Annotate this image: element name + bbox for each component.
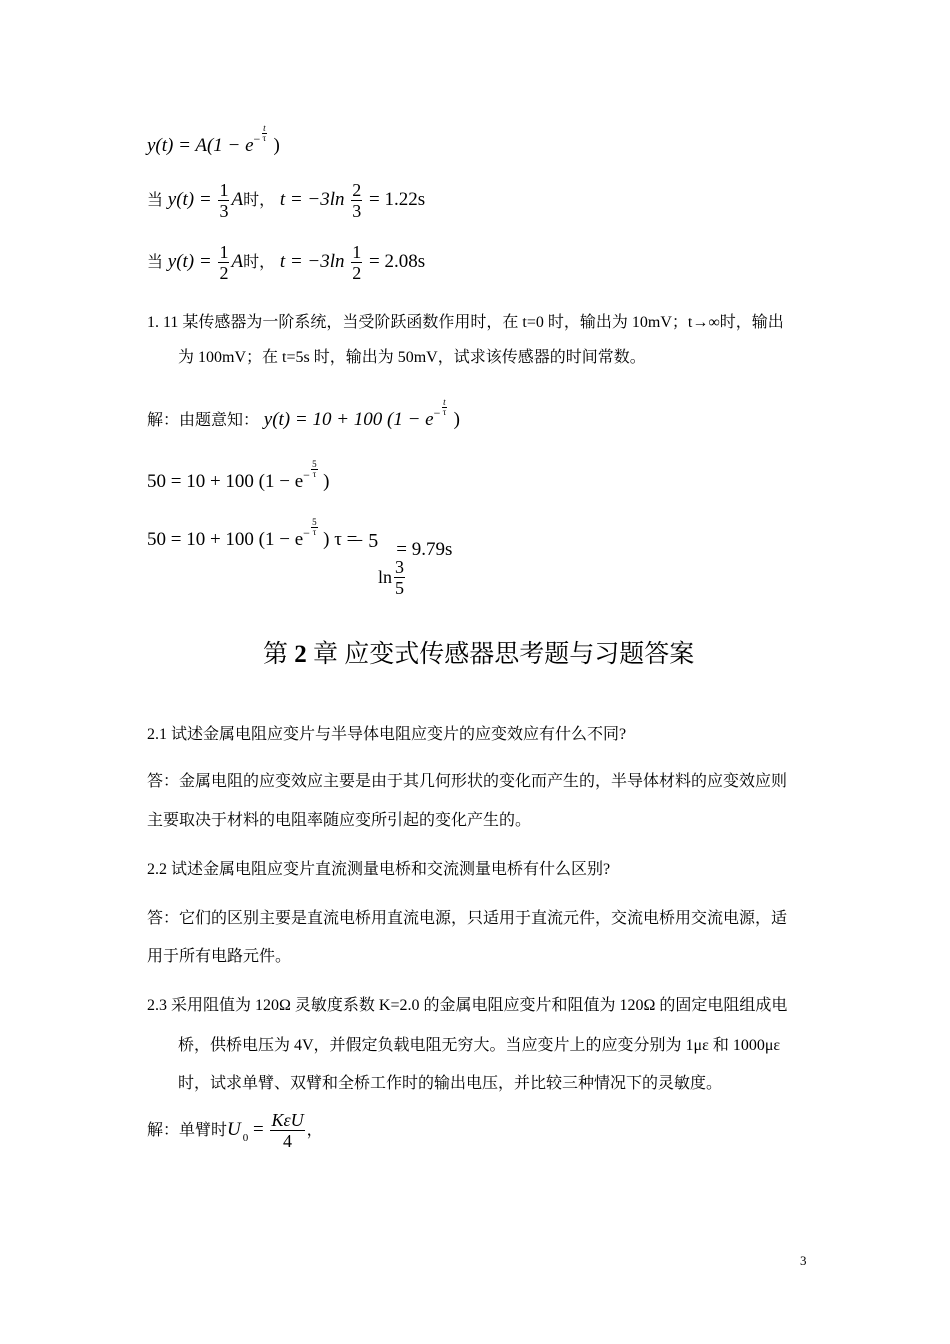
- equation-one-half: 当 y(t) = $\frac{1}{2}$ A时， t = −3ln $\frac{1}{2}$ = 2.08s: [147, 242, 426, 283]
- fraction: $\frac{2}{3}$: [352, 180, 362, 221]
- equation-lhs: y(t) = A(1 − e: [147, 135, 254, 156]
- answer-2-1-line1: 答：金属电阻的应变效应主要是由于其几何形状的变化而产生的，半导体材料的应变效应则: [147, 773, 788, 790]
- solution-1-11-line1: 解：由题意知： y(t) = 10 + 100 (1 − e − t τ ): [147, 397, 460, 430]
- fraction: $\frac{3}{5}$: [395, 557, 405, 598]
- question-1-11-line1: 1. 11 某传感器为一阶系统，当受阶跃函数作用时，在 t=0 时，输出为 10mV；t→∞时，输出: [147, 314, 784, 331]
- question-2-3-line3: 时，试求单臂、双臂和全桥工作时的输出电压，并比较三种情况下的灵敏度。: [178, 1075, 723, 1092]
- answer-2-2-line2: 用于所有电路元件。: [147, 948, 292, 965]
- equation-one-third: 当 y(t) = $\frac{1}{3}$ A时， t = −3ln $\frac{2}{3}$ = 1.22s: [147, 180, 426, 221]
- fraction: $\frac{\text{KεU}}{4}$: [271, 1110, 304, 1151]
- fraction: $\frac{1}{2}$: [352, 242, 362, 283]
- chapter-title: 第 2 章 应变式传感器思考题与习题答案: [263, 641, 695, 668]
- answer-2-1-line2: 主要取决于材料的电阻率随应变所引起的变化产生的。: [147, 812, 532, 829]
- solution-1-11-line3: 50 = 10 + 100 (1 − e − 5 τ ) τ =: [147, 517, 358, 550]
- answer-2-2-line1: 答：它们的区别主要是直流电桥用直流电源，只适用于直流元件，交流电桥用交流电源，适: [147, 910, 788, 927]
- fraction: $\frac{1}{2}$: [219, 242, 229, 283]
- question-2-2: 2.2 试述金属电阻应变片直流测量电桥和交流测量电桥有什么区别?: [147, 861, 611, 878]
- solution-1-11-fraction: − 5 = 9.79s ln $\frac{3}{5}$: [352, 530, 453, 598]
- equation-step-response: y(t) = A(1 − e − t τ ): [147, 123, 280, 156]
- question-2-3-line2: 桥，供桥电压为 4V，并假定负载电阻无穷大。当应变片上的应变分别为 1με 和 1000με: [178, 1037, 781, 1054]
- solution-1-11-line2: 50 = 10 + 100 (1 − e − 5 τ ): [147, 459, 330, 492]
- question-2-3-line1: 2.3 采用阻值为 120Ω 灵敏度系数 K=2.0 的金属电阻应变片和阻值为 120Ω 的固定电阻组成电: [147, 997, 788, 1014]
- fraction: $\frac{1}{3}$: [219, 180, 229, 221]
- page-number: 3: [800, 1253, 807, 1268]
- question-2-1: 2.1 试述金属电阻应变片与半导体电阻应变片的应变效应有什么不同?: [147, 726, 627, 743]
- solution-2-3-single-arm: 解：单臂时U $_0$ = $\frac{\text{KεU}}{4}$ ，: [147, 1110, 323, 1151]
- question-1-11-line2: 为 100mV；在 t=5s 时，输出为 50mV，试求该传感器的时间常数。: [178, 349, 646, 366]
